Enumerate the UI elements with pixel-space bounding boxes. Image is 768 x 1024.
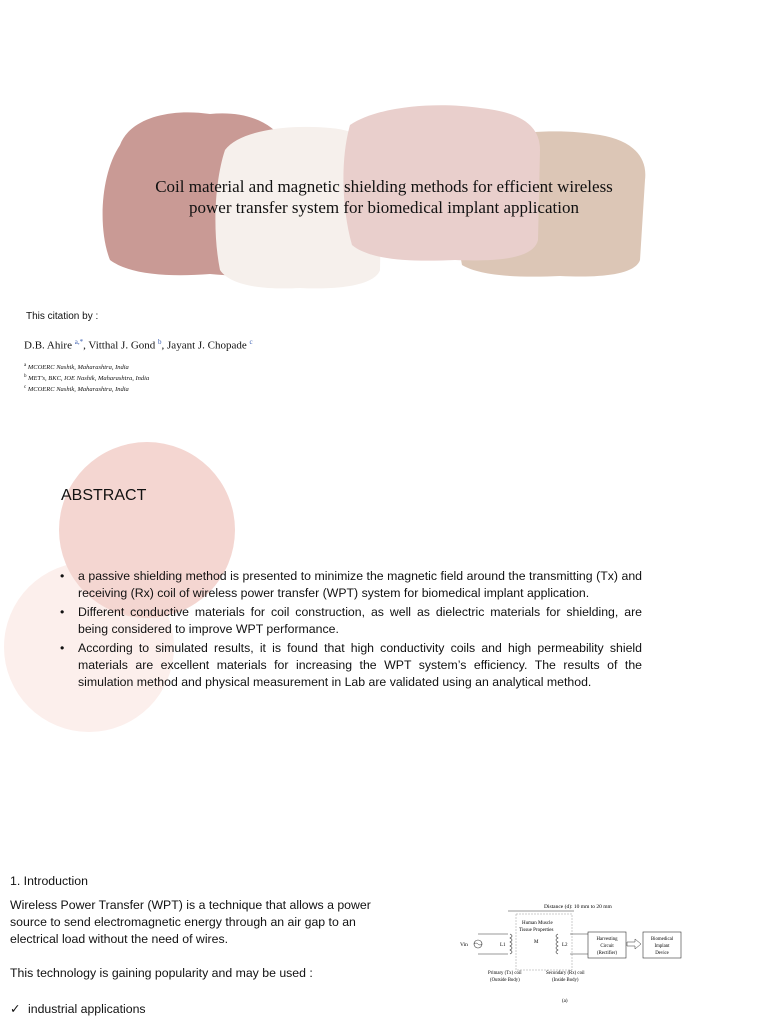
distance-label: Distance (d): 10 mm to 20 mm bbox=[544, 904, 612, 910]
author-name: Jayant J. Chopade bbox=[167, 339, 247, 352]
affiliation-sup: b bbox=[24, 374, 27, 380]
primary-label-2: (Outside Body) bbox=[490, 978, 520, 983]
bullet-text: According to simulated results, it is found that high conductivity coils and high permeability shield materials are excellent materials for increasing the WPT system’s efficiency. The results of the simulation method and physical measurement in Lab are validated using an analytical method. bbox=[78, 641, 642, 689]
abstract-bullets bbox=[60, 568, 642, 693]
l1-label: L1 bbox=[500, 943, 506, 948]
sine-icon bbox=[474, 943, 482, 945]
affiliation bbox=[24, 383, 149, 394]
bullet-text: Different conductive materials for coil construction, as well as dielectric materials for shielding, are being considered to improve WPT performance. bbox=[78, 605, 642, 636]
intro-heading: 1. Introduction bbox=[10, 874, 88, 888]
list-item bbox=[60, 568, 642, 602]
primary-label-1: Primary (Tx) coil bbox=[488, 971, 522, 976]
l2-label: L2 bbox=[562, 943, 568, 948]
paper-title bbox=[110, 176, 658, 218]
affiliation bbox=[24, 372, 149, 383]
implant-label-2: Implant bbox=[654, 944, 670, 949]
bullet-glyph: • bbox=[60, 641, 65, 655]
harvest-label-3: (Rectifier) bbox=[597, 951, 617, 956]
harvest-label-1: Harvesting bbox=[596, 937, 618, 942]
author-name: Vitthal J. Gond bbox=[88, 339, 156, 352]
secondary-label-1: Secondary (Rx) coil bbox=[546, 971, 585, 976]
implant-label-1: Biomedical bbox=[650, 937, 674, 942]
implant-label-3: Device bbox=[655, 951, 669, 956]
applications-list bbox=[10, 1001, 146, 1018]
author-sup: a,* bbox=[74, 338, 84, 346]
diagram-caption: (a) bbox=[562, 999, 568, 1004]
author-name: D.B. Ahire bbox=[24, 339, 72, 352]
application-text: industrial applications bbox=[28, 1002, 146, 1016]
list-item bbox=[10, 1001, 146, 1018]
affiliation-list bbox=[24, 361, 149, 394]
affiliation-text: MET's, BKC, IOE Nashik, Maharashtra, India bbox=[28, 375, 150, 383]
affiliation-sup: a bbox=[24, 363, 27, 368]
affiliation-text: MCOERC Nashik, Maharashtra, India bbox=[27, 364, 129, 372]
tissue-label-2: Tissue Properties bbox=[519, 928, 554, 933]
secondary-label-2: (Inside Body) bbox=[552, 978, 579, 983]
intro-paragraph-2: This technology is gaining popularity and may be used : bbox=[10, 966, 313, 980]
author-sup: c bbox=[249, 338, 253, 346]
affiliation-sup: c bbox=[24, 385, 27, 391]
affiliation-text: MCOERC Nashik, Maharashtra, India bbox=[27, 386, 129, 394]
title-line-2: power transfer system for biomedical implant application bbox=[189, 198, 579, 217]
bullet-text: a passive shielding method is presented to minimize the magnetic field around the transmitting (Tx) and receiving (Rx) coil of wireless power transfer (WPT) system for biomedical implant application. bbox=[78, 569, 642, 600]
citation-label: This citation by : bbox=[26, 311, 99, 322]
bullet-glyph: • bbox=[60, 569, 65, 583]
wpt-block-diagram bbox=[456, 898, 696, 1024]
intro-paragraph: Wireless Power Transfer (WPT) is a technique that allows a power source to send electromagnetic energy through an air gap to an electrical load without the need of wires. bbox=[10, 898, 371, 946]
mutual-label: M bbox=[534, 940, 539, 945]
tx-coil-icon bbox=[510, 934, 512, 954]
arrow-right-icon bbox=[627, 939, 641, 949]
abstract-heading: ABSTRACT bbox=[61, 487, 147, 504]
list-item bbox=[60, 640, 642, 691]
title-line-1: Coil material and magnetic shielding methods for efficient wireless bbox=[155, 177, 613, 196]
bullet-glyph: • bbox=[60, 605, 65, 619]
tissue-label-1: Human Muscle bbox=[522, 921, 553, 926]
list-item bbox=[60, 604, 642, 638]
author-sup: b bbox=[158, 338, 162, 346]
vin-label: Vin bbox=[460, 942, 468, 948]
check-icon: ✓ bbox=[10, 1002, 21, 1016]
affiliation bbox=[24, 361, 149, 372]
rx-coil-icon bbox=[556, 934, 558, 954]
author-list: D.B. Ahire $^{a,*}$, Vitthal J. Gond $^b$, Jayant J. Chopade $^c$ bbox=[24, 338, 253, 352]
harvest-label-2: Circuit bbox=[600, 944, 614, 949]
